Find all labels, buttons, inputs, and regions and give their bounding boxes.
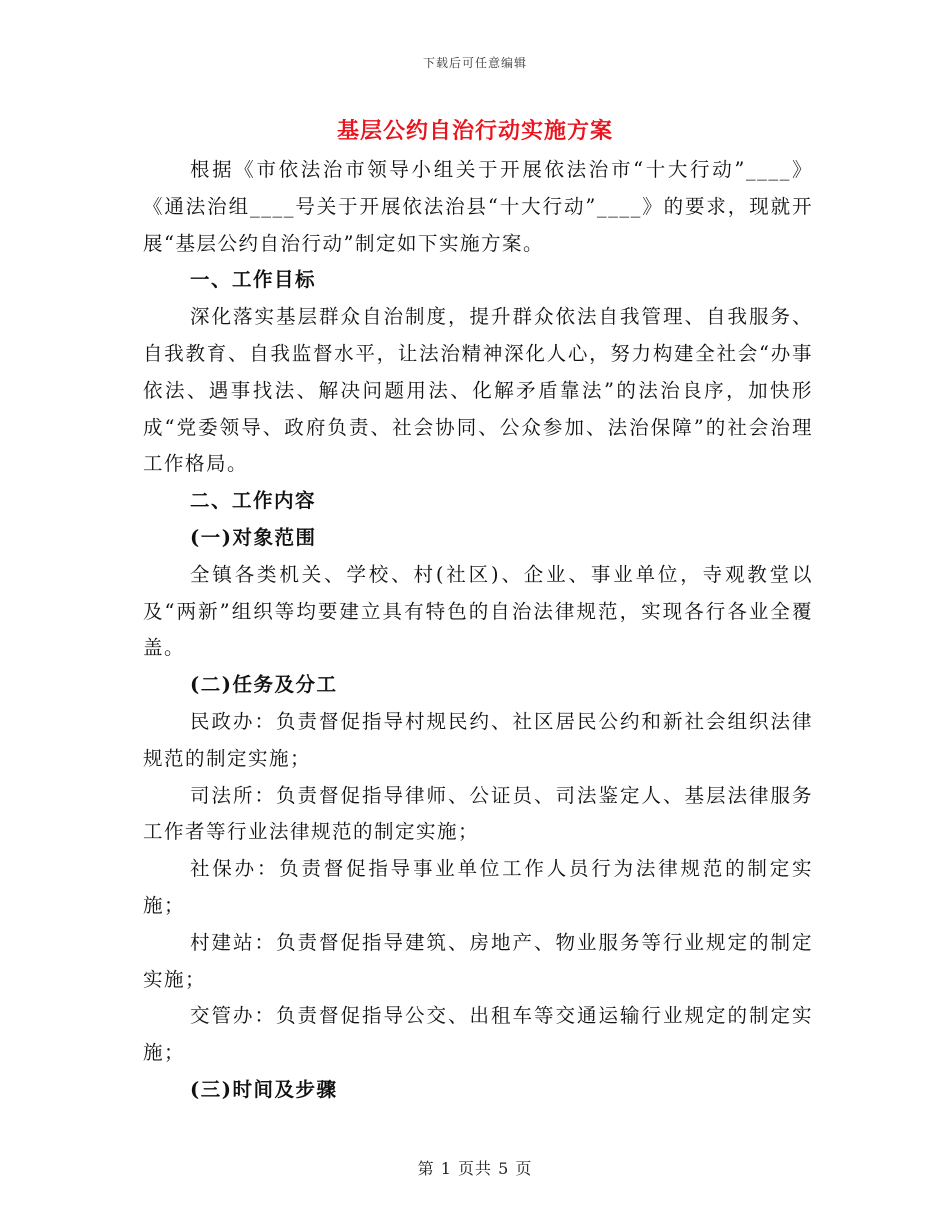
paragraph-task-civil-affairs: 民政办：负责督促指导村规民约、社区居民公约和新社会组织法律规范的制定实施； bbox=[143, 709, 813, 770]
header-note: 下载后可任意编辑 bbox=[422, 56, 527, 70]
paragraph-work-goal: 深化落实基层群众自治制度，提升群众依法自我管理、自我服务、自我教育、自我监督水平，让法治精神深化人心，努力构建全社会“办事依法、遇事找法、解决问题用法、化解矛盾靠法”的法治良序，加快形成“党委领导、政府负责、社会协同、公众参加、法治保障”的社会治理工作格局。 bbox=[143, 305, 813, 476]
paragraph-task-judicial: 司法所：负责督促指导律师、公证员、司法鉴定人、基层法律服务工作者等行业法律规范的制定实施； bbox=[143, 783, 813, 844]
heading-work-goal: 一、工作目标 bbox=[190, 268, 317, 292]
document-title: 基层公约自治行动实施方案 bbox=[336, 118, 613, 144]
paragraph-task-social-security: 社保办：负责督促指导事业单位工作人员行为法律规范的制定实施； bbox=[143, 857, 813, 917]
page-number: 第 1 页共 5 页 bbox=[417, 1159, 533, 1178]
paragraph-task-traffic: 交管办：负责督促指导公交、出租车等交通运输行业规定的制定实施； bbox=[143, 1004, 813, 1065]
paragraph-intro: 根据《市依法治市领导小组关于开展依法治市“十大行动”____》《通法治组____号关于开展依法治县“十大行动”____》的要求，现就开展“基层公约自治行动”制定如下实施方案。 bbox=[143, 158, 813, 255]
heading-work-content: 二、工作内容 bbox=[190, 489, 317, 513]
subheading-scope: (一)对象范围 bbox=[190, 525, 317, 549]
subheading-tasks: (二)任务及分工 bbox=[190, 673, 338, 697]
paragraph-task-construction: 村建站：负责督促指导建筑、房地产、物业服务等行业规定的制定实施； bbox=[143, 930, 813, 991]
subheading-schedule: (三)时间及步骤 bbox=[190, 1077, 338, 1101]
document-body bbox=[143, 152, 813, 1109]
paragraph-scope: 全镇各类机关、学校、村(社区)、企业、事业单位，寺观教堂以及“两新”组织等均要建立具有特色的自治法律规范，实现各行各业全覆盖。 bbox=[143, 562, 813, 660]
